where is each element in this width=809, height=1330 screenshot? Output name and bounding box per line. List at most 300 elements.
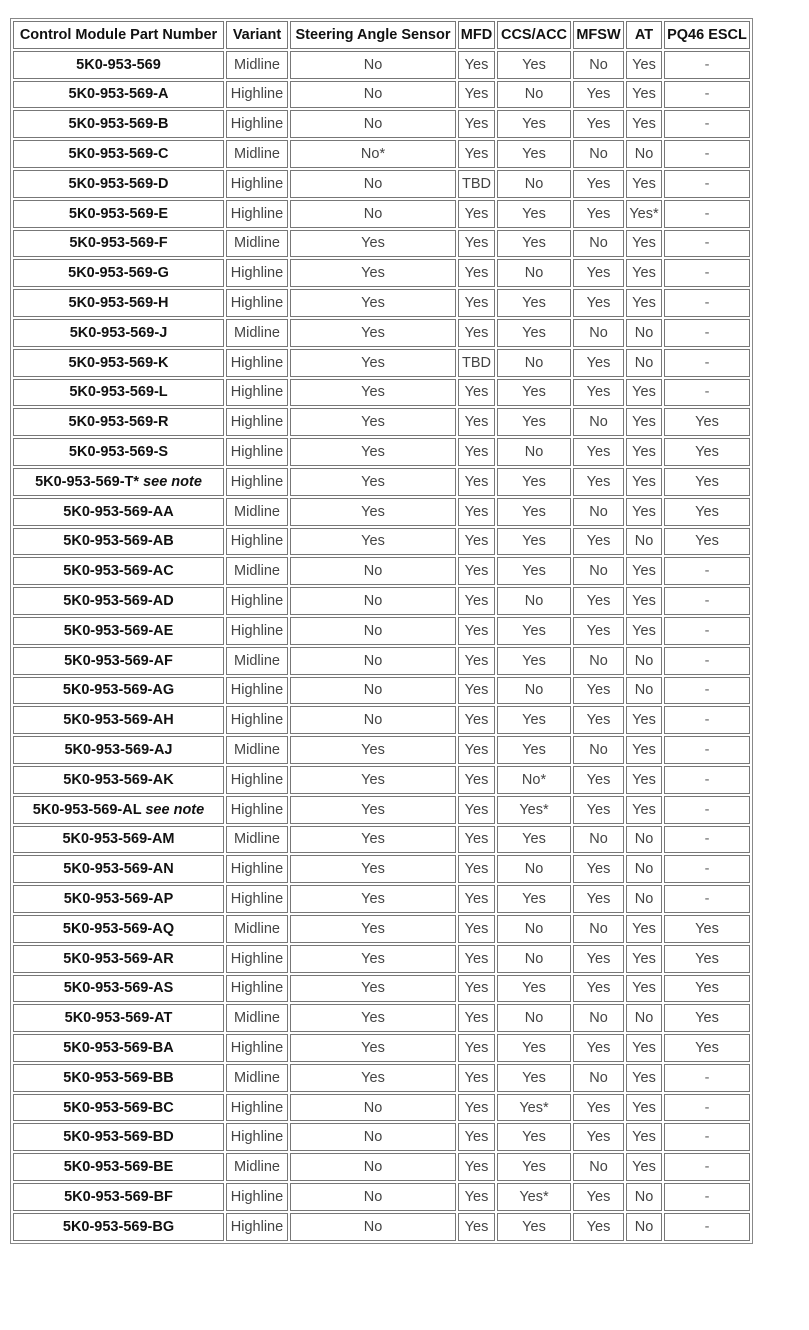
at-cell: No: [626, 826, 662, 854]
pq46-escl-cell: Yes: [664, 438, 750, 466]
mfsw-cell: Yes: [573, 1213, 624, 1241]
part-number-cell: [13, 140, 224, 168]
at-cell: Yes: [626, 230, 662, 258]
variant-cell: Highline: [226, 1123, 288, 1151]
ccs-acc-cell: No: [497, 438, 571, 466]
ccs-acc-cell: Yes: [497, 51, 571, 79]
ccs-acc-cell: Yes: [497, 230, 571, 258]
steering-angle-sensor-cell: Yes: [290, 766, 456, 794]
ccs-acc-cell: Yes: [497, 110, 571, 138]
at-cell: Yes: [626, 975, 662, 1003]
ccs-acc-cell: No: [497, 855, 571, 883]
part-number-cell: [13, 1034, 224, 1062]
mfd-cell: Yes: [458, 379, 495, 407]
part-number-cell: [13, 826, 224, 854]
pq46-escl-cell: Yes: [664, 1004, 750, 1032]
pq46-escl-cell: -: [664, 349, 750, 377]
pq46-escl-cell: -: [664, 1094, 750, 1122]
at-cell: Yes: [626, 736, 662, 764]
mfd-cell: Yes: [458, 945, 495, 973]
pq46-escl-cell: Yes: [664, 915, 750, 943]
part-number-cell: [13, 289, 224, 317]
mfsw-cell: No: [573, 915, 624, 943]
part-number-cell: [13, 915, 224, 943]
steering-angle-sensor-cell: Yes: [290, 349, 456, 377]
mfsw-cell: No: [573, 647, 624, 675]
variant-cell: Highline: [226, 677, 288, 705]
at-cell: No: [626, 677, 662, 705]
at-cell: No: [626, 1183, 662, 1211]
steering-angle-sensor-cell: No: [290, 1123, 456, 1151]
part-number: 5K0-953-569-D: [68, 175, 169, 192]
steering-angle-sensor-cell: Yes: [290, 975, 456, 1003]
mfd-cell: Yes: [458, 498, 495, 526]
table-row: [13, 498, 750, 526]
table-row: [13, 1153, 750, 1181]
part-number-cell: [13, 557, 224, 585]
mfd-cell: Yes: [458, 51, 495, 79]
part-number-cell: [13, 200, 224, 228]
at-cell: Yes: [626, 796, 662, 824]
mfsw-cell: No: [573, 736, 624, 764]
steering-angle-sensor-cell: Yes: [290, 438, 456, 466]
variant-cell: Highline: [226, 1183, 288, 1211]
mfd-cell: Yes: [458, 319, 495, 347]
ccs-acc-cell: Yes: [497, 736, 571, 764]
ccs-acc-cell: Yes: [497, 468, 571, 496]
at-cell: No: [626, 349, 662, 377]
table-row: [13, 1064, 750, 1092]
steering-angle-sensor-cell: No: [290, 677, 456, 705]
pq46-escl-cell: -: [664, 1213, 750, 1241]
part-number-cell: [13, 855, 224, 883]
table-row: [13, 200, 750, 228]
table-row: [13, 349, 750, 377]
mfd-cell: Yes: [458, 1123, 495, 1151]
mfsw-cell: Yes: [573, 528, 624, 556]
mfsw-cell: No: [573, 1064, 624, 1092]
ccs-acc-cell: No: [497, 349, 571, 377]
at-cell: Yes: [626, 915, 662, 943]
mfd-cell: Yes: [458, 1064, 495, 1092]
part-number: 5K0-953-569-A: [68, 86, 169, 103]
mfd-cell: Yes: [458, 826, 495, 854]
mfd-cell: Yes: [458, 140, 495, 168]
table-row: [13, 975, 750, 1003]
ccs-acc-cell: Yes: [497, 647, 571, 675]
mfsw-cell: No: [573, 498, 624, 526]
ccs-acc-cell: No: [497, 915, 571, 943]
part-number-cell: [13, 81, 224, 109]
part-number: 5K0-953-569-AB: [63, 533, 174, 550]
at-cell: Yes: [626, 766, 662, 794]
mfd-cell: Yes: [458, 617, 495, 645]
at-cell: Yes: [626, 110, 662, 138]
pq46-escl-cell: -: [664, 1183, 750, 1211]
mfd-cell: TBD: [458, 170, 495, 198]
part-number: 5K0-953-569-F: [69, 235, 168, 252]
mfsw-cell: Yes: [573, 885, 624, 913]
part-number: 5K0-953-569-BB: [63, 1069, 174, 1086]
mfd-cell: Yes: [458, 1213, 495, 1241]
pq46-escl-cell: -: [664, 677, 750, 705]
part-number: 5K0-953-569-AT: [64, 1010, 173, 1027]
part-number-cell: [13, 498, 224, 526]
pq46-escl-cell: -: [664, 1153, 750, 1181]
mfsw-cell: Yes: [573, 1123, 624, 1151]
steering-angle-sensor-cell: Yes: [290, 468, 456, 496]
steering-angle-sensor-cell: No*: [290, 140, 456, 168]
at-cell: Yes: [626, 1064, 662, 1092]
part-number: 5K0-953-569-BF: [64, 1188, 173, 1205]
mfsw-cell: Yes: [573, 617, 624, 645]
part-number: 5K0-953-569-AJ: [64, 742, 173, 759]
table-body: [13, 51, 750, 1241]
header-row: [13, 21, 750, 49]
table-row: [13, 677, 750, 705]
part-number-cell: [13, 885, 224, 913]
part-number-cell: [13, 587, 224, 615]
steering-angle-sensor-cell: Yes: [290, 289, 456, 317]
pq46-escl-cell: Yes: [664, 498, 750, 526]
ccs-acc-cell: Yes: [497, 1153, 571, 1181]
variant-cell: Highline: [226, 1094, 288, 1122]
variant-cell: Midline: [226, 915, 288, 943]
steering-angle-sensor-cell: No: [290, 1213, 456, 1241]
mfsw-cell: Yes: [573, 1034, 624, 1062]
at-cell: Yes*: [626, 200, 662, 228]
mfsw-cell: Yes: [573, 200, 624, 228]
mfsw-cell: Yes: [573, 379, 624, 407]
steering-angle-sensor-cell: No: [290, 1153, 456, 1181]
steering-angle-sensor-cell: No: [290, 706, 456, 734]
variant-cell: Highline: [226, 617, 288, 645]
part-number-cell: [13, 706, 224, 734]
table-row: [13, 826, 750, 854]
part-number-cell: [13, 51, 224, 79]
at-cell: No: [626, 855, 662, 883]
part-number-cell: [13, 349, 224, 377]
part-number-cell: [13, 1004, 224, 1032]
variant-cell: Highline: [226, 706, 288, 734]
part-number-cell: [13, 975, 224, 1003]
pq46-escl-cell: -: [664, 647, 750, 675]
variant-cell: Highline: [226, 379, 288, 407]
mfsw-cell: No: [573, 140, 624, 168]
mfd-cell: Yes: [458, 766, 495, 794]
ccs-acc-cell: No: [497, 81, 571, 109]
part-number: 5K0-953-569-AM: [62, 831, 175, 848]
mfsw-cell: Yes: [573, 438, 624, 466]
part-number-cell: [13, 1094, 224, 1122]
part-number: 5K0-953-569-AF: [64, 652, 173, 669]
pq46-escl-cell: -: [664, 617, 750, 645]
part-number-cell: [13, 468, 224, 496]
header-variant: Variant: [226, 21, 288, 49]
pq46-escl-cell: -: [664, 110, 750, 138]
at-cell: Yes: [626, 81, 662, 109]
pq46-escl-cell: -: [664, 319, 750, 347]
variant-cell: Highline: [226, 1213, 288, 1241]
variant-cell: Highline: [226, 170, 288, 198]
at-cell: No: [626, 1213, 662, 1241]
table-row: [13, 796, 750, 824]
part-number: 5K0-953-569-AD: [63, 593, 174, 610]
pq46-escl-cell: -: [664, 766, 750, 794]
at-cell: Yes: [626, 1034, 662, 1062]
steering-angle-sensor-cell: No: [290, 110, 456, 138]
mfsw-cell: No: [573, 1153, 624, 1181]
part-number: 5K0-953-569-T*: [35, 473, 140, 490]
table-row: [13, 1213, 750, 1241]
steering-angle-sensor-cell: No: [290, 51, 456, 79]
ccs-acc-cell: No: [497, 1004, 571, 1032]
part-number: 5K0-953-569-G: [68, 265, 169, 282]
table-row: [13, 319, 750, 347]
table-row: [13, 110, 750, 138]
part-number: 5K0-953-569-H: [68, 295, 169, 312]
part-number-cell: [13, 379, 224, 407]
pq46-escl-cell: -: [664, 1064, 750, 1092]
mfd-cell: Yes: [458, 915, 495, 943]
table-row: [13, 647, 750, 675]
table-row: [13, 379, 750, 407]
at-cell: No: [626, 885, 662, 913]
header-mfd: MFD: [458, 21, 495, 49]
mfd-cell: Yes: [458, 289, 495, 317]
variant-cell: Highline: [226, 587, 288, 615]
part-number: 5K0-953-569-E: [68, 205, 169, 222]
pq46-escl-cell: Yes: [664, 945, 750, 973]
mfsw-cell: Yes: [573, 289, 624, 317]
mfd-cell: Yes: [458, 677, 495, 705]
header-steering-angle-sensor: Steering Angle Sensor: [290, 21, 456, 49]
mfsw-cell: No: [573, 230, 624, 258]
see-note-link: see note: [143, 473, 202, 490]
at-cell: Yes: [626, 557, 662, 585]
part-number: 5K0-953-569-C: [68, 146, 169, 163]
at-cell: Yes: [626, 259, 662, 287]
mfd-cell: Yes: [458, 1004, 495, 1032]
part-number-cell: [13, 647, 224, 675]
mfd-cell: Yes: [458, 706, 495, 734]
steering-angle-sensor-cell: Yes: [290, 796, 456, 824]
at-cell: Yes: [626, 706, 662, 734]
pq46-escl-cell: -: [664, 259, 750, 287]
variant-cell: Midline: [226, 647, 288, 675]
mfd-cell: Yes: [458, 736, 495, 764]
table-row: [13, 140, 750, 168]
table-row: [13, 1183, 750, 1211]
ccs-acc-cell: Yes: [497, 200, 571, 228]
table-row: [13, 1123, 750, 1151]
table-row: [13, 766, 750, 794]
part-number-cell: [13, 736, 224, 764]
mfd-cell: Yes: [458, 796, 495, 824]
mfsw-cell: Yes: [573, 1183, 624, 1211]
ccs-acc-cell: No: [497, 170, 571, 198]
variant-cell: Highline: [226, 975, 288, 1003]
part-number-cell: [13, 796, 224, 824]
at-cell: No: [626, 140, 662, 168]
ccs-acc-cell: No: [497, 945, 571, 973]
at-cell: Yes: [626, 51, 662, 79]
steering-angle-sensor-cell: Yes: [290, 1004, 456, 1032]
variant-cell: Highline: [226, 81, 288, 109]
table-row: [13, 438, 750, 466]
variant-cell: Highline: [226, 796, 288, 824]
part-number-cell: [13, 617, 224, 645]
table-row: [13, 945, 750, 973]
mfsw-cell: Yes: [573, 170, 624, 198]
pq46-escl-cell: -: [664, 587, 750, 615]
at-cell: Yes: [626, 468, 662, 496]
steering-angle-sensor-cell: Yes: [290, 1064, 456, 1092]
part-number: 5K0-953-569-BA: [63, 1039, 174, 1056]
part-number-cell: [13, 677, 224, 705]
ccs-acc-cell: Yes: [497, 319, 571, 347]
table-row: [13, 1094, 750, 1122]
mfd-cell: Yes: [458, 1153, 495, 1181]
mfd-cell: Yes: [458, 468, 495, 496]
part-number: 5K0-953-569-AQ: [62, 920, 175, 937]
steering-angle-sensor-cell: No: [290, 647, 456, 675]
steering-angle-sensor-cell: Yes: [290, 379, 456, 407]
variant-cell: Highline: [226, 528, 288, 556]
variant-cell: Midline: [226, 826, 288, 854]
ccs-acc-cell: Yes: [497, 975, 571, 1003]
part-number: 5K0-953-569-AR: [63, 950, 174, 967]
mfsw-cell: Yes: [573, 468, 624, 496]
pq46-escl-cell: -: [664, 289, 750, 317]
at-cell: Yes: [626, 1123, 662, 1151]
ccs-acc-cell: Yes: [497, 140, 571, 168]
part-number-cell: [13, 1213, 224, 1241]
part-number: 5K0-953-569-AA: [63, 503, 174, 520]
table-row: [13, 1004, 750, 1032]
ccs-acc-cell: No: [497, 587, 571, 615]
variant-cell: Midline: [226, 1004, 288, 1032]
pq46-escl-cell: -: [664, 230, 750, 258]
ccs-acc-cell: Yes: [497, 885, 571, 913]
at-cell: Yes: [626, 1094, 662, 1122]
table-row: [13, 1034, 750, 1062]
table-row: [13, 855, 750, 883]
part-number: 5K0-953-569-AL: [32, 801, 142, 818]
variant-cell: Highline: [226, 438, 288, 466]
ccs-acc-cell: Yes*: [497, 1183, 571, 1211]
mfd-cell: Yes: [458, 1034, 495, 1062]
mfsw-cell: Yes: [573, 259, 624, 287]
at-cell: No: [626, 647, 662, 675]
part-number: 5K0-953-569-AP: [63, 891, 174, 907]
pq46-escl-cell: Yes: [664, 528, 750, 556]
mfd-cell: Yes: [458, 230, 495, 258]
part-number-cell: [13, 766, 224, 794]
at-cell: Yes: [626, 1153, 662, 1181]
mfd-cell: Yes: [458, 587, 495, 615]
mfsw-cell: Yes: [573, 975, 624, 1003]
part-number-cell: [13, 408, 224, 436]
variant-cell: Midline: [226, 140, 288, 168]
steering-angle-sensor-cell: No: [290, 170, 456, 198]
variant-cell: Midline: [226, 1064, 288, 1092]
pq46-escl-cell: -: [664, 379, 750, 407]
part-number: 5K0-953-569-AS: [63, 980, 174, 997]
part-number: 5K0-953-569-BG: [62, 1218, 175, 1235]
part-number-cell: [13, 1123, 224, 1151]
variant-cell: Highline: [226, 289, 288, 317]
ccs-acc-cell: Yes: [497, 1034, 571, 1062]
part-number-cell: [13, 438, 224, 466]
pq46-escl-cell: -: [664, 826, 750, 854]
at-cell: Yes: [626, 617, 662, 645]
ccs-acc-cell: No*: [497, 766, 571, 794]
table-row: [13, 230, 750, 258]
pq46-escl-cell: -: [664, 706, 750, 734]
part-number: 5K0-953-569-J: [69, 324, 168, 341]
mfd-cell: Yes: [458, 1094, 495, 1122]
steering-angle-sensor-cell: Yes: [290, 259, 456, 287]
mfsw-cell: Yes: [573, 945, 624, 973]
mfsw-cell: Yes: [573, 1094, 624, 1122]
pq46-escl-cell: -: [664, 200, 750, 228]
at-cell: Yes: [626, 438, 662, 466]
part-number: 5K0-953-569-BD: [63, 1129, 174, 1146]
ccs-acc-cell: Yes: [497, 379, 571, 407]
table-row: [13, 706, 750, 734]
steering-angle-sensor-cell: Yes: [290, 855, 456, 883]
variant-cell: Midline: [226, 498, 288, 526]
part-number-cell: [13, 170, 224, 198]
table-row: [13, 617, 750, 645]
at-cell: No: [626, 319, 662, 347]
mfd-cell: Yes: [458, 855, 495, 883]
variant-cell: Highline: [226, 468, 288, 496]
mfsw-cell: No: [573, 557, 624, 585]
variant-cell: Highline: [226, 855, 288, 883]
part-number-cell: [13, 259, 224, 287]
ccs-acc-cell: Yes: [497, 557, 571, 585]
part-number: 5K0-953-569-AN: [63, 861, 174, 878]
mfsw-cell: Yes: [573, 110, 624, 138]
steering-angle-sensor-cell: No: [290, 1183, 456, 1211]
ccs-acc-cell: Yes*: [497, 1094, 571, 1122]
at-cell: Yes: [626, 587, 662, 615]
mfd-cell: Yes: [458, 408, 495, 436]
at-cell: Yes: [626, 379, 662, 407]
table-row: [13, 885, 750, 913]
mfd-cell: Yes: [458, 110, 495, 138]
see-note-link: see note: [145, 801, 205, 818]
ccs-acc-cell: Yes: [497, 498, 571, 526]
steering-angle-sensor-cell: Yes: [290, 408, 456, 436]
table-row: [13, 81, 750, 109]
steering-angle-sensor-cell: No: [290, 587, 456, 615]
mfd-cell: Yes: [458, 200, 495, 228]
pq46-escl-cell: -: [664, 170, 750, 198]
pq46-escl-cell: -: [664, 796, 750, 824]
mfd-cell: Yes: [458, 885, 495, 913]
mfd-cell: TBD: [458, 349, 495, 377]
pq46-escl-cell: Yes: [664, 468, 750, 496]
mfd-cell: Yes: [458, 647, 495, 675]
part-number: 5K0-953-569-AH: [63, 712, 174, 729]
mfd-cell: Yes: [458, 438, 495, 466]
mfsw-cell: Yes: [573, 587, 624, 615]
ccs-acc-cell: Yes: [497, 289, 571, 317]
steering-angle-sensor-cell: Yes: [290, 230, 456, 258]
